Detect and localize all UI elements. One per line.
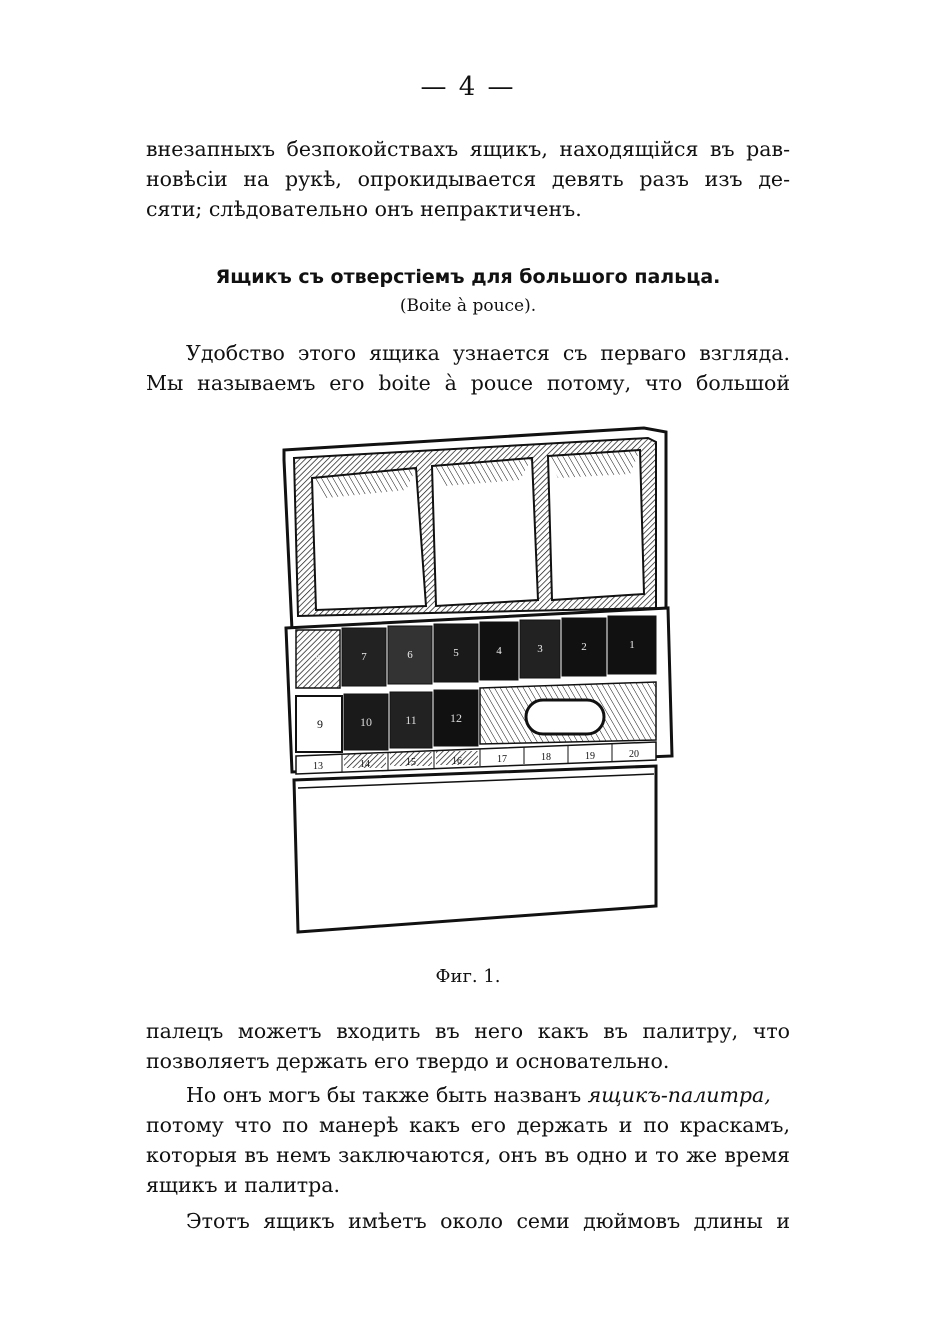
pan-label: 7	[361, 651, 367, 663]
text-line: потому что по манерѣ какъ его держать и по краскамъ,	[146, 1113, 790, 1137]
text-line: Удобство этого ящика узнается съ перваго взгляда.	[186, 341, 790, 365]
palette-tray	[286, 608, 672, 774]
figure-caption: Фиг. 1.	[435, 966, 501, 987]
text-line: внезапныхъ безпокойствахъ ящикъ, находящійся въ рав-	[146, 137, 790, 161]
pan-label: 4	[496, 645, 502, 657]
text-line: сяти; слѣдовательно онъ непрактиченъ.	[146, 197, 582, 221]
italic-term: ящикъ-палитра,	[587, 1083, 771, 1107]
pan-label: 20	[629, 749, 639, 760]
pan-label: 13	[313, 761, 323, 772]
pan-label: 9	[317, 717, 323, 731]
paragraph-4	[146, 1080, 790, 1200]
pan-label: 16	[452, 756, 462, 767]
text-line-prefix: Но онъ могъ бы также быть названъ	[186, 1083, 588, 1107]
paragraph-1	[146, 134, 790, 224]
paragraph-5	[146, 1206, 790, 1236]
paragraph-3	[146, 1016, 790, 1076]
paragraph-2	[146, 338, 790, 398]
pan-label: 10	[360, 715, 372, 729]
text-line: палецъ можетъ входить въ него какъ въ палитру, что	[146, 1019, 790, 1043]
section-heading: Ящикъ съ отверстіемъ для большого пальца.	[215, 266, 721, 288]
pan-label: 3	[537, 643, 543, 655]
text-line	[146, 1080, 790, 1110]
text-line: которыя въ немъ заключаются, онъ въ одно и то же время	[146, 1143, 790, 1167]
pan-label: 8	[315, 653, 321, 665]
text-line: новѣсіи на рукѣ, опрокидывается девять разъ изъ де-	[146, 167, 790, 191]
pan-label: 18	[541, 752, 551, 763]
text-line: ящикъ и палитра.	[146, 1173, 340, 1197]
thumb-hole	[526, 700, 604, 734]
page-number: — 4 —	[420, 72, 516, 102]
box-bottom-flap	[294, 766, 656, 932]
pan-label: 2	[581, 641, 587, 653]
paint-box-drawing	[276, 420, 676, 940]
pan-label: 1	[629, 639, 635, 651]
text-line: Этотъ ящикъ имѣетъ около семи дюймовъ длины и	[186, 1209, 790, 1233]
text-line: позволяетъ держать его твердо и основательно.	[146, 1049, 670, 1073]
pan-label: 12	[450, 711, 462, 725]
pan-label: 11	[405, 713, 417, 727]
pan-label: 5	[453, 647, 459, 659]
box-lid	[284, 428, 666, 630]
pan-label: 6	[407, 649, 413, 661]
text-line: Мы называемъ его boite à pouce потому, что большой	[146, 371, 790, 395]
paint-box-illustration	[276, 420, 676, 940]
pan-label: 19	[585, 751, 595, 762]
pan-label: 15	[406, 757, 416, 768]
pan-label: 14	[360, 759, 370, 770]
pan-label: 17	[497, 754, 507, 765]
section-subheading: (Boite à pouce).	[399, 296, 537, 316]
